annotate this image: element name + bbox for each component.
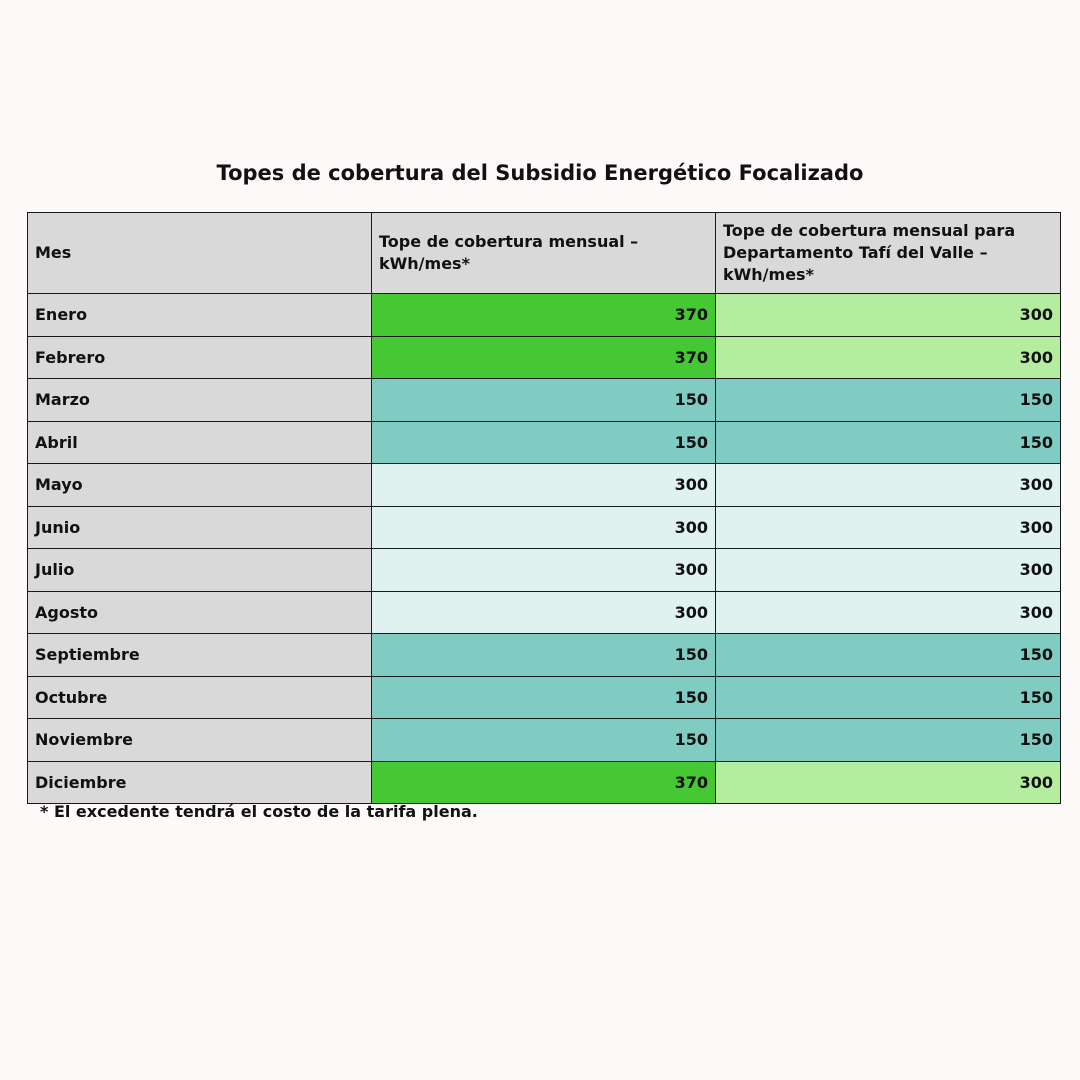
header-month: Mes [28, 213, 372, 294]
table-row [28, 676, 1061, 719]
tafi-cap-cell: 300 [716, 464, 1061, 507]
table-row [28, 379, 1061, 422]
page-title: Topes de cobertura del Subsidio Energético Focalizado [216, 161, 864, 185]
table-row [28, 719, 1061, 762]
month-cell: Abril [28, 421, 372, 464]
tafi-cap-cell: 150 [716, 634, 1061, 677]
month-cell: Febrero [28, 336, 372, 379]
table-row [28, 336, 1061, 379]
month-cell: Agosto [28, 591, 372, 634]
tafi-cap-cell: 300 [716, 549, 1061, 592]
general-cap-cell: 370 [372, 294, 716, 337]
month-cell: Junio [28, 506, 372, 549]
month-cell: Marzo [28, 379, 372, 422]
tafi-cap-cell: 150 [716, 421, 1061, 464]
table-header-row [28, 213, 1061, 294]
table-row [28, 464, 1061, 507]
month-cell: Octubre [28, 676, 372, 719]
table-row [28, 549, 1061, 592]
general-cap-cell: 150 [372, 719, 716, 762]
general-cap-cell: 150 [372, 676, 716, 719]
month-cell: Septiembre [28, 634, 372, 677]
general-cap-cell: 300 [372, 591, 716, 634]
tafi-cap-cell: 150 [716, 379, 1061, 422]
month-cell: Julio [28, 549, 372, 592]
general-cap-cell: 150 [372, 421, 716, 464]
general-cap-cell: 300 [372, 464, 716, 507]
header-tafi-cap: Tope de cobertura mensual para Departamento Tafí del Valle – kWh/mes* [716, 213, 1061, 294]
table-row [28, 506, 1061, 549]
table-row [28, 294, 1061, 337]
month-cell: Noviembre [28, 719, 372, 762]
general-cap-cell: 150 [372, 634, 716, 677]
month-cell: Enero [28, 294, 372, 337]
general-cap-cell: 300 [372, 506, 716, 549]
tafi-cap-cell: 300 [716, 506, 1061, 549]
tafi-cap-cell: 300 [716, 294, 1061, 337]
month-cell: Mayo [28, 464, 372, 507]
general-cap-cell: 370 [372, 336, 716, 379]
table-row [28, 591, 1061, 634]
month-cell: Diciembre [28, 761, 372, 804]
footnote: * El excedente tendrá el costo de la tarifa plena. [40, 802, 478, 821]
table-row [28, 761, 1061, 804]
table-row [28, 634, 1061, 677]
general-cap-cell: 150 [372, 379, 716, 422]
coverage-table [27, 212, 1061, 804]
tafi-cap-cell: 300 [716, 761, 1061, 804]
tafi-cap-cell: 300 [716, 336, 1061, 379]
tafi-cap-cell: 300 [716, 591, 1061, 634]
general-cap-cell: 370 [372, 761, 716, 804]
general-cap-cell: 300 [372, 549, 716, 592]
tafi-cap-cell: 150 [716, 719, 1061, 762]
table-row [28, 421, 1061, 464]
header-general-cap: Tope de cobertura mensual – kWh/mes* [372, 213, 716, 294]
tafi-cap-cell: 150 [716, 676, 1061, 719]
